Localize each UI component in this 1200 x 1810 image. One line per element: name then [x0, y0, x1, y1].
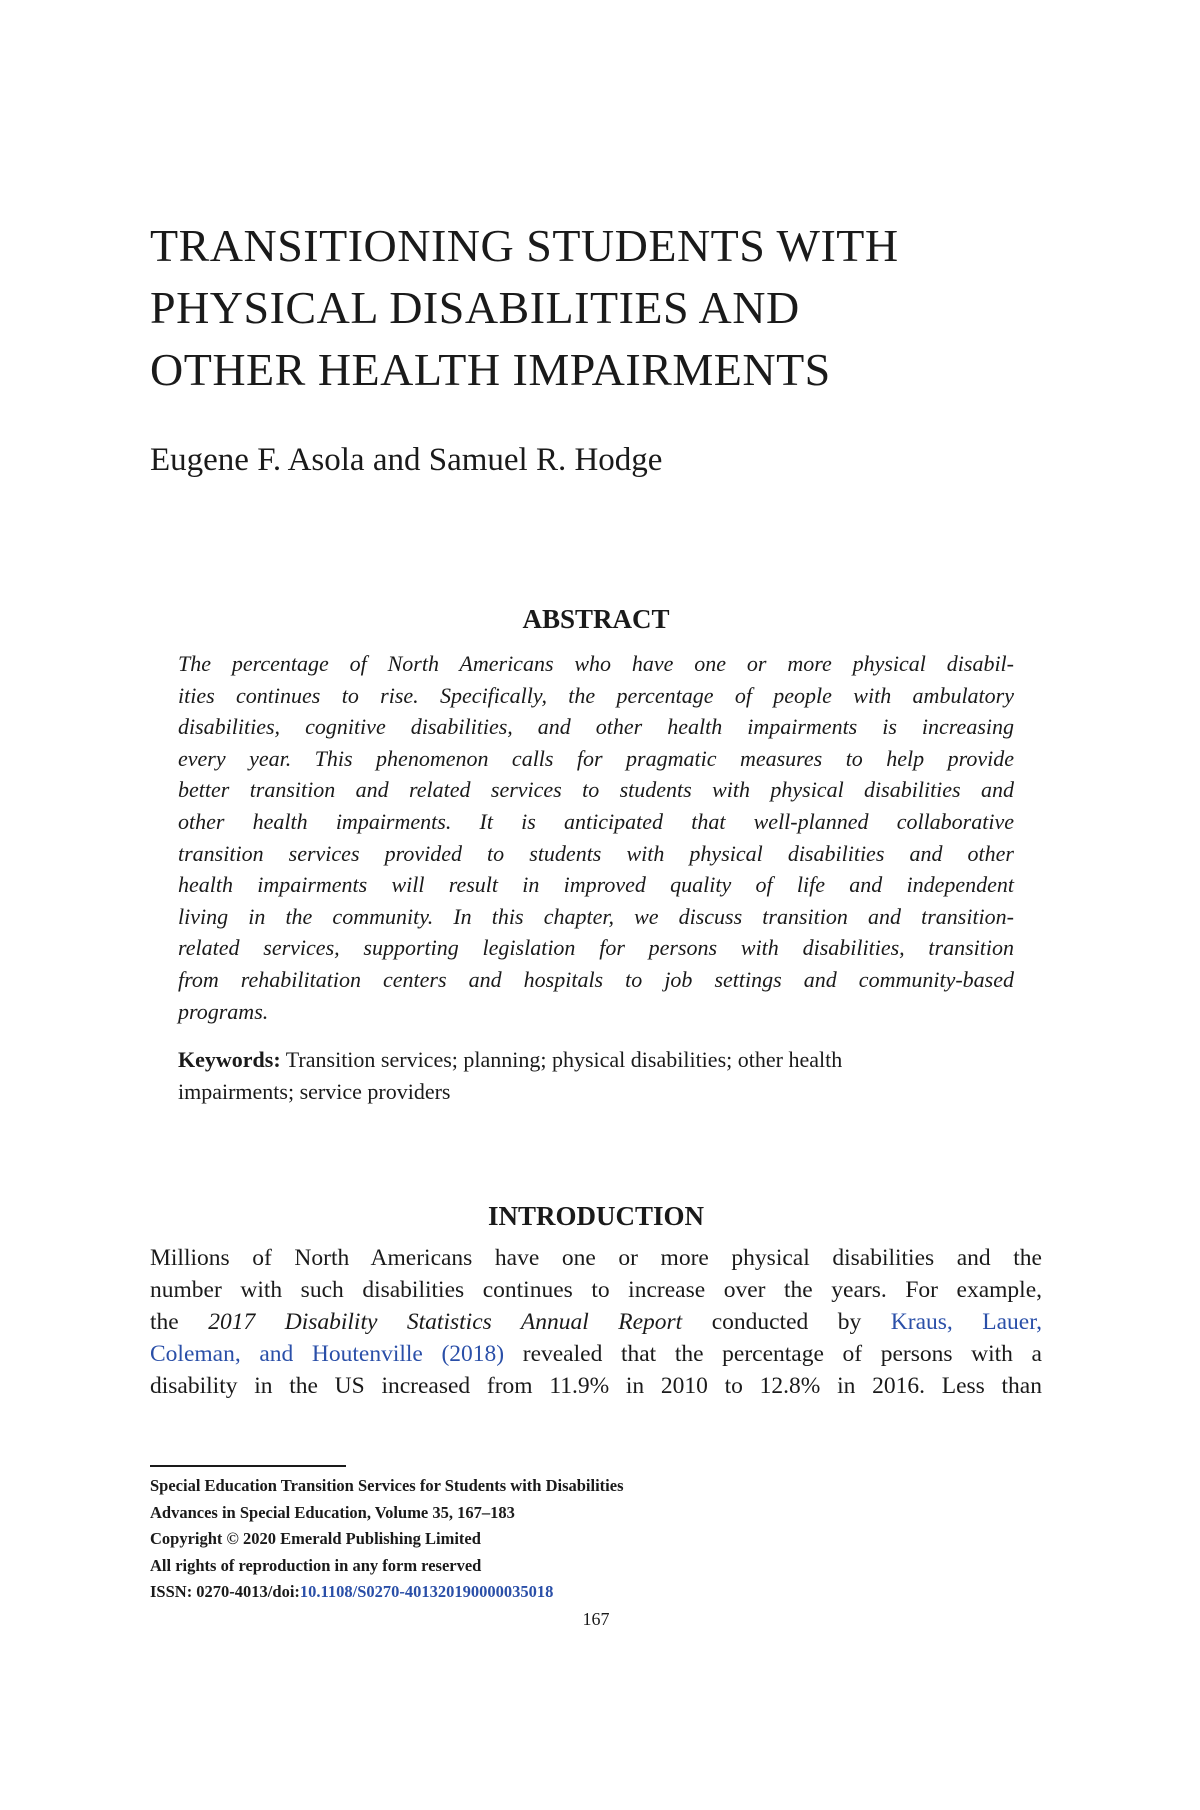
chapter-title: [150, 215, 1042, 401]
keywords-label: Keywords:: [178, 1047, 281, 1072]
abstract-line: health impairments will result in improved quality of life and independent: [178, 872, 1014, 898]
series-info: Advances in Special Education, Volume 35, 167–183: [150, 1502, 515, 1522]
abstract-line: related services, supporting legislation for persons with disabilities, transition: [178, 935, 1014, 961]
text-run: revealed that the percentage of persons with a: [504, 1341, 1042, 1367]
keywords-text: Transition services; planning; physical disabilities; other health: [280, 1047, 843, 1072]
abstract-line: every year. This phenomenon calls for pragmatic measures to help provide: [178, 745, 1014, 771]
chapter-authors: Eugene F. Asola and Samuel R. Hodge: [150, 442, 663, 478]
citation-link[interactable]: Kraus, Lauer,: [890, 1309, 1043, 1335]
abstract-line: other health impairments. It is anticipated that well-planned collaborative: [178, 808, 1014, 834]
introduction-heading: INTRODUCTION: [487, 1201, 705, 1231]
abstract-heading: ABSTRACT: [522, 604, 670, 634]
keywords-line: impairments; service providers: [178, 1078, 451, 1104]
chapter-title-line: PHYSICAL DISABILITIES AND: [150, 282, 800, 333]
introduction-line: [150, 1338, 1042, 1370]
introduction-line: number with such disabilities continues to increase over the years. For example,: [150, 1277, 1042, 1303]
introduction-line: disability in the US increased from 11.9% in 2010 to 12.8% in 2016. Less than: [150, 1373, 1042, 1399]
text-run: the: [150, 1309, 209, 1335]
citation-link[interactable]: Coleman, and Houtenville (2018): [150, 1341, 505, 1367]
copyright-notice: Copyright © 2020 Emerald Publishing Limited: [150, 1529, 481, 1548]
doi-link[interactable]: 10.1108/S0270-401320190000035018: [299, 1582, 554, 1601]
abstract-line: The percentage of North Americans who have one or more physical disabil-: [178, 651, 1014, 676]
abstract-line: better transition and related services to students with physical disabilities and: [178, 777, 1014, 803]
abstract-line: ities continues to rise. Specifically, the percentage of people with ambulatory: [178, 682, 1014, 708]
issn-label: ISSN: 0270-4013/doi:: [150, 1582, 300, 1601]
issn-doi: [150, 1579, 1042, 1606]
abstract-line: programs.: [178, 998, 269, 1024]
introduction-line: Millions of North Americans have one or more physical disabilities and the: [150, 1245, 1042, 1271]
book-title: Special Education Transition Services for Students with Disabilities: [150, 1476, 624, 1495]
abstract-line: disabilities, cognitive disabilities, and other health impairments is increasing: [178, 714, 1014, 740]
introduction-body: [150, 1242, 1042, 1402]
introduction-line: [150, 1306, 1042, 1338]
abstract-line: from rehabilitation centers and hospitals to job settings and community-based: [178, 966, 1014, 992]
footnote-divider: [150, 1465, 346, 1467]
rights-notice: All rights of reproduction in any form reserved: [150, 1555, 482, 1575]
text-run: conducted by: [682, 1309, 891, 1335]
chapter-title-line: TRANSITIONING STUDENTS WITH: [150, 220, 899, 271]
abstract-body: [178, 648, 1014, 1027]
abstract-line: living in the community. In this chapter, we discuss transition and transition-: [178, 903, 1014, 929]
report-title: 2017 Disability Statistics Annual Report: [208, 1309, 683, 1335]
chapter-title-line: OTHER HEALTH IMPAIRMENTS: [150, 344, 831, 395]
keywords-line: [178, 1044, 1014, 1076]
page-number: 167: [582, 1609, 610, 1629]
abstract-line: transition services provided to students with physical disabilities and other: [178, 840, 1014, 866]
publication-footnote: [150, 1473, 1042, 1606]
keywords: [178, 1044, 1014, 1107]
